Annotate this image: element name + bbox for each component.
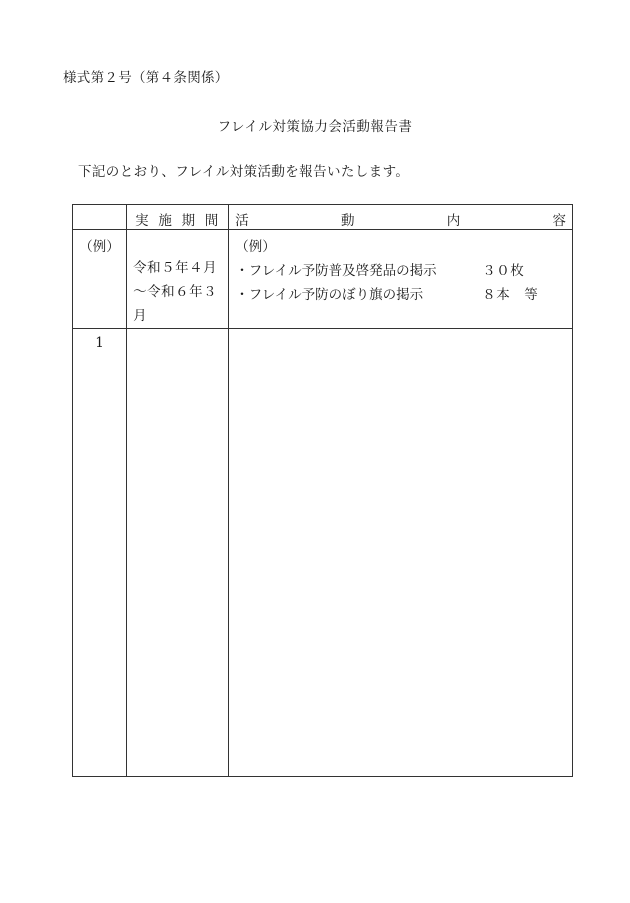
example-activity-item — [235, 283, 572, 307]
row-number-cell — [73, 329, 127, 777]
example-period-line: 月 — [133, 308, 148, 324]
example-activity-item — [235, 259, 572, 283]
document-title: フレイル対策協力会活動報告書 — [217, 119, 413, 135]
header-activity-char: 活 — [235, 213, 249, 229]
header-activity-char: 容 — [552, 213, 566, 229]
header-cell-activity — [229, 205, 573, 230]
activity-item-quantity: ３０枚 — [482, 263, 525, 279]
header-activity-char: 動 — [341, 213, 355, 229]
header-period-char: 間 — [204, 213, 219, 229]
header-cell-period — [127, 205, 229, 230]
table-row — [73, 329, 573, 777]
row-period-cell[interactable] — [127, 329, 229, 777]
header-cell-number — [73, 205, 127, 230]
example-activity-cell — [229, 230, 573, 329]
example-label-cell — [73, 230, 127, 329]
row-number: 1 — [95, 335, 104, 351]
table-header-row — [73, 205, 573, 230]
header-period-char: 実 — [135, 213, 149, 229]
activity-report-table — [72, 204, 573, 777]
example-period-line: ～令和６年３ — [133, 284, 218, 300]
example-label: （例） — [79, 239, 120, 255]
form-number: 様式第２号（第４条関係） — [63, 70, 229, 86]
activity-item-text: ・フレイル予防普及啓発品の掲示 — [235, 263, 437, 279]
example-activity-label: （例） — [235, 239, 276, 255]
activity-item-text: ・フレイル予防のぼり旗の掲示 — [235, 287, 424, 303]
header-activity-char: 内 — [446, 213, 461, 229]
header-period-char: 施 — [158, 213, 172, 229]
example-period-cell — [127, 230, 229, 329]
activity-item-quantity: ８本 等 — [482, 287, 539, 303]
row-activity-cell[interactable] — [229, 329, 573, 777]
example-period-line: 令和５年４月 — [133, 260, 218, 276]
intro-text: 下記のとおり、フレイル対策活動を報告いたします。 — [78, 164, 410, 180]
header-period-char: 期 — [181, 213, 196, 229]
example-row — [73, 230, 573, 329]
